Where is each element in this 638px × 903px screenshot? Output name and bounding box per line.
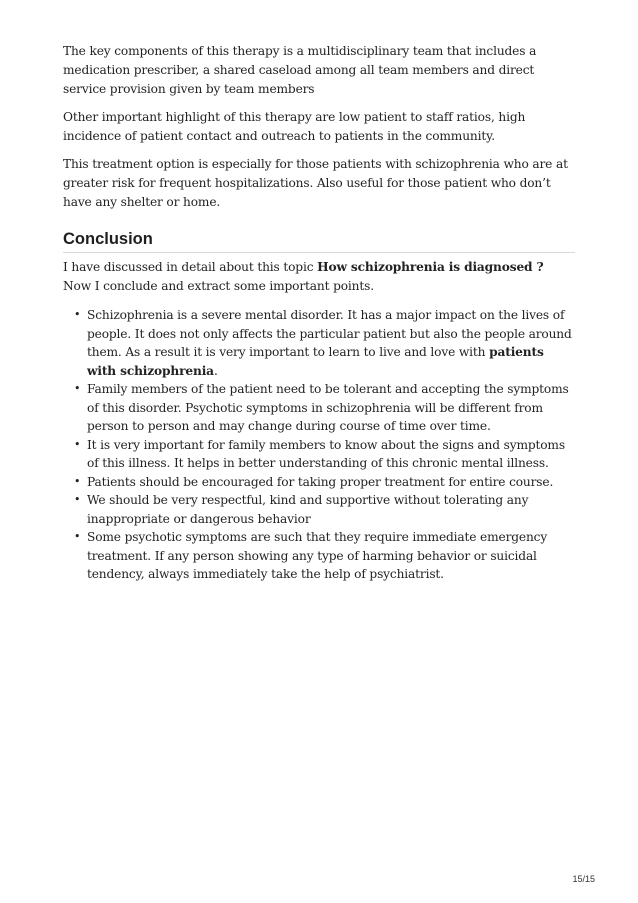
page-number: 15/15 xyxy=(572,874,595,884)
list-item-text: Some psychotic symptoms are such that they require immediate emergency treatment. If any person showing any type of harming behavior or suicidal tendency, always immediately take the help of psychiatrist. xyxy=(87,530,548,581)
conclusion-intro xyxy=(63,258,575,296)
list-item xyxy=(74,473,575,492)
bullet-icon: • xyxy=(74,530,81,543)
list-item xyxy=(74,380,575,436)
list-item-text-after: . xyxy=(213,363,218,378)
bullet-icon: • xyxy=(74,308,81,321)
intro-topic-title: How schizophrenia is diagnosed ? xyxy=(317,260,544,274)
list-item-text: It is very important for family members to know about the signs and symptoms of this illness. It helps in better understanding of this chronic mental illness. xyxy=(87,437,565,470)
list-item xyxy=(74,491,575,528)
list-item-text: We should be very respectful, kind and supportive without tolerating any inappropriate or dangerous behavior xyxy=(87,493,529,526)
list-item xyxy=(74,436,575,473)
paragraph-treatment-option: This treatment option is especially for those patients with schizophrenia who are at greater risk for frequent hospitalizations. Also useful for those patient who don’t have any shelter or home. xyxy=(63,157,568,209)
intro-text-after: Now I conclude and extract some important points. xyxy=(63,279,374,293)
conclusion-heading: Conclusion xyxy=(63,230,575,253)
document-page xyxy=(63,42,575,584)
bullet-icon: • xyxy=(74,493,81,506)
list-item-bold-text: patients with schizophrenia xyxy=(87,345,544,378)
bullet-icon: • xyxy=(74,437,81,451)
conclusion-points-list xyxy=(63,306,575,584)
bullet-icon: • xyxy=(74,382,81,395)
list-item-text: Family members of the patient need to be tolerant and accepting the symptoms of this disorder. Psychotic symptoms in schizophrenia will be different from person to person and may change during course of time over time. xyxy=(87,382,569,433)
paragraph-key-components: The key components of this therapy is a multidisciplinary team that includes a medication prescriber, a shared caseload among all team members and direct service provision given by team members xyxy=(63,44,537,96)
intro-text-before: I have discussed in detail about this topic xyxy=(63,260,318,274)
list-item xyxy=(74,306,575,380)
list-item xyxy=(74,528,575,584)
list-item-text: Schizophrenia is a severe mental disorder. It has a major impact on the lives of people. It does not only affects the particular patient but also the people around them. As a result it is very important to learn to live and love with xyxy=(87,308,572,359)
bullet-icon: • xyxy=(74,474,81,488)
list-item-text: Patients should be encouraged for taking proper treatment for entire course. xyxy=(87,474,554,489)
paragraph-highlights: Other important highlight of this therapy are low patient to staff ratios, high incidence of patient contact and outreach to patients in the community. xyxy=(63,110,526,143)
